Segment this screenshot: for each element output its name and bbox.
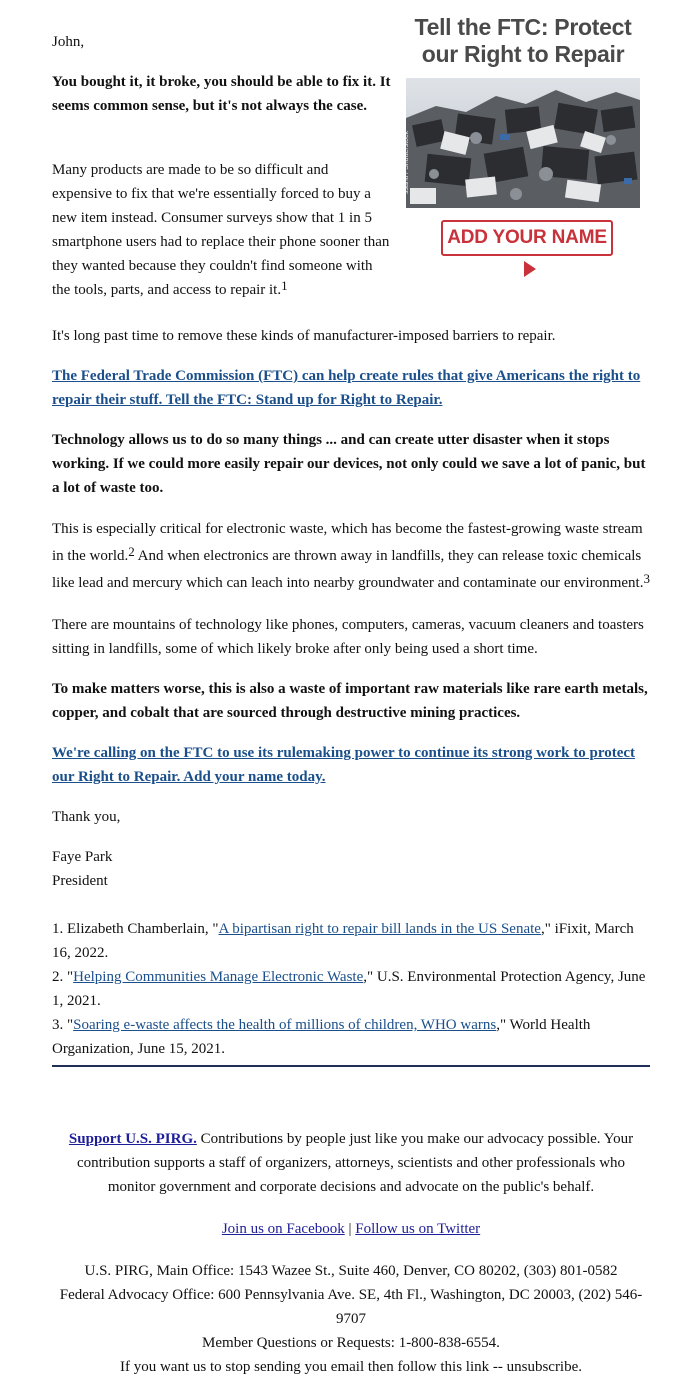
footnote-2-link[interactable]: Helping Communities Manage Electronic Waste bbox=[73, 969, 364, 985]
footnote-2-suffix: ," U.S. Environmental Protection Agency, June 1, 2021. bbox=[52, 969, 646, 1009]
member-line: Member Questions or Requests: 1-800-838-6554. bbox=[202, 1335, 500, 1351]
intro-paragraph bbox=[52, 158, 392, 302]
footnote-3-suffix: ," World Health Organization, June 15, 2021. bbox=[52, 1017, 591, 1057]
footnote-1-prefix: 1. Elizabeth Chamberlain, " bbox=[52, 921, 219, 937]
thanks-line: Thank you, bbox=[52, 809, 121, 825]
e-waste-photo[interactable] bbox=[403, 78, 640, 208]
photo-credit: ssanti / Shutterstock bbox=[403, 130, 410, 194]
facebook-link[interactable]: Join us on Facebook bbox=[221, 1221, 345, 1237]
footnote-ref-1: 1 bbox=[281, 278, 288, 293]
signer-name: Faye Park bbox=[52, 849, 113, 865]
footnote-3 bbox=[52, 1013, 650, 1061]
e-waste-photo-art bbox=[406, 78, 640, 208]
signature bbox=[52, 845, 650, 893]
footnote-3-prefix: 3. " bbox=[52, 1017, 74, 1033]
footer-divider bbox=[52, 1065, 650, 1067]
support-text: Contributions by people just like you make our advocacy possible. Your contribution supports a staff of organizers, attorneys, scientists and other professionals who monitor government and corporate decisions and advocate on the public's behalf. bbox=[76, 1131, 634, 1195]
add-your-name-button[interactable] bbox=[441, 220, 613, 256]
footnote-1-suffix: ," iFixit, March 16, 2022. bbox=[52, 921, 634, 961]
main-office: U.S. PIRG, Main Office: 1543 Wazee St., Suite 460, Denver, CO 80202, (303) 801-0582 bbox=[84, 1263, 618, 1279]
footnote-2-prefix: 2. " bbox=[52, 969, 74, 985]
raw-materials-paragraph: To make matters worse, this is also a waste of important raw materials like rare earth metals, copper, and cobalt that are sourced through destructive mining practices. bbox=[52, 681, 648, 721]
intro-bold-paragraph: You bought it, it broke, you should be able to fix it. It seems common sense, but it's not always the case. bbox=[52, 74, 391, 114]
email-body bbox=[52, 324, 650, 1067]
salutation: John, bbox=[52, 34, 85, 50]
support-paragraph bbox=[52, 1127, 650, 1199]
technology-paragraph: Technology allows us to do so many things ... and can create utter disaster when it stops working. If we could more easily repair our devices, not only could we save a lot of panic, but a lot of waste too. bbox=[52, 432, 646, 496]
intro-paragraph-text: Many products are made to be so difficult and expensive to fix that we're essentially forced to buy a new item instead. Consumer surveys show that 1 in 5 smartphone users had to replace their phone sooner than they wanted because they couldn't find someone with the tools, parts, and access to repair it. bbox=[52, 162, 390, 298]
social-links bbox=[52, 1217, 650, 1241]
signer-title: President bbox=[52, 873, 108, 889]
social-separator: | bbox=[344, 1221, 356, 1237]
add-your-name-label: ADD YOUR NAME bbox=[447, 227, 607, 248]
promo-panel bbox=[396, 14, 650, 280]
ewaste-paragraph bbox=[52, 516, 650, 597]
support-link[interactable]: Support U.S. PIRG. bbox=[68, 1131, 197, 1147]
play-arrow-icon bbox=[524, 261, 536, 277]
footnotes bbox=[52, 917, 650, 1061]
footnote-1-link[interactable]: A bipartisan right to repair bill lands in the US Senate bbox=[218, 921, 541, 937]
footnote-ref-2: 2 bbox=[128, 544, 135, 559]
federal-office: Federal Advocacy Office: 600 Pennsylvania Ave. SE, 4th Fl., Washington, DC 20003, (202) 546-9707 bbox=[59, 1287, 643, 1327]
barriers-paragraph: It's long past time to remove these kinds of manufacturer-imposed barriers to repair. bbox=[52, 328, 556, 344]
footnote-1 bbox=[52, 917, 650, 965]
footnote-2 bbox=[52, 965, 650, 1013]
unsubscribe-line[interactable]: If you want us to stop sending you email then follow this link -- unsubscribe. bbox=[119, 1359, 583, 1375]
mountains-paragraph: There are mountains of technology like phones, computers, cameras, vacuum cleaners and toasters sitting in landfills, some of which likely broke after only being used a short time. bbox=[52, 617, 644, 657]
ewaste-text-b: And when electronics are thrown away in landfills, they can release toxic chemicals like lead and mercury which can leach into nearby groundwater and contaminate our environment. bbox=[52, 548, 644, 591]
footer bbox=[52, 1127, 650, 1379]
footnote-ref-3: 3 bbox=[643, 571, 650, 586]
promo-title: Tell the FTC: Protect our Right to Repair bbox=[414, 14, 632, 67]
footnote-3-link[interactable]: Soaring e-waste affects the health of millions of children, WHO warns bbox=[73, 1017, 497, 1033]
add-name-today-link[interactable]: We're calling on the FTC to use its rulemaking power to continue its strong work to protect our Right to Repair. Add your name today. bbox=[52, 745, 636, 785]
twitter-link[interactable]: Follow us on Twitter bbox=[355, 1221, 481, 1237]
ftc-petition-link[interactable]: The Federal Trade Commission (FTC) can help create rules that give Americans the right to repair their stuff. Tell the FTC: Stand up for Right to Repair. bbox=[52, 368, 641, 408]
ewaste-text-a: This is especially critical for electronic waste, which has become the fastest-growing waste stream in the world. bbox=[52, 521, 643, 564]
